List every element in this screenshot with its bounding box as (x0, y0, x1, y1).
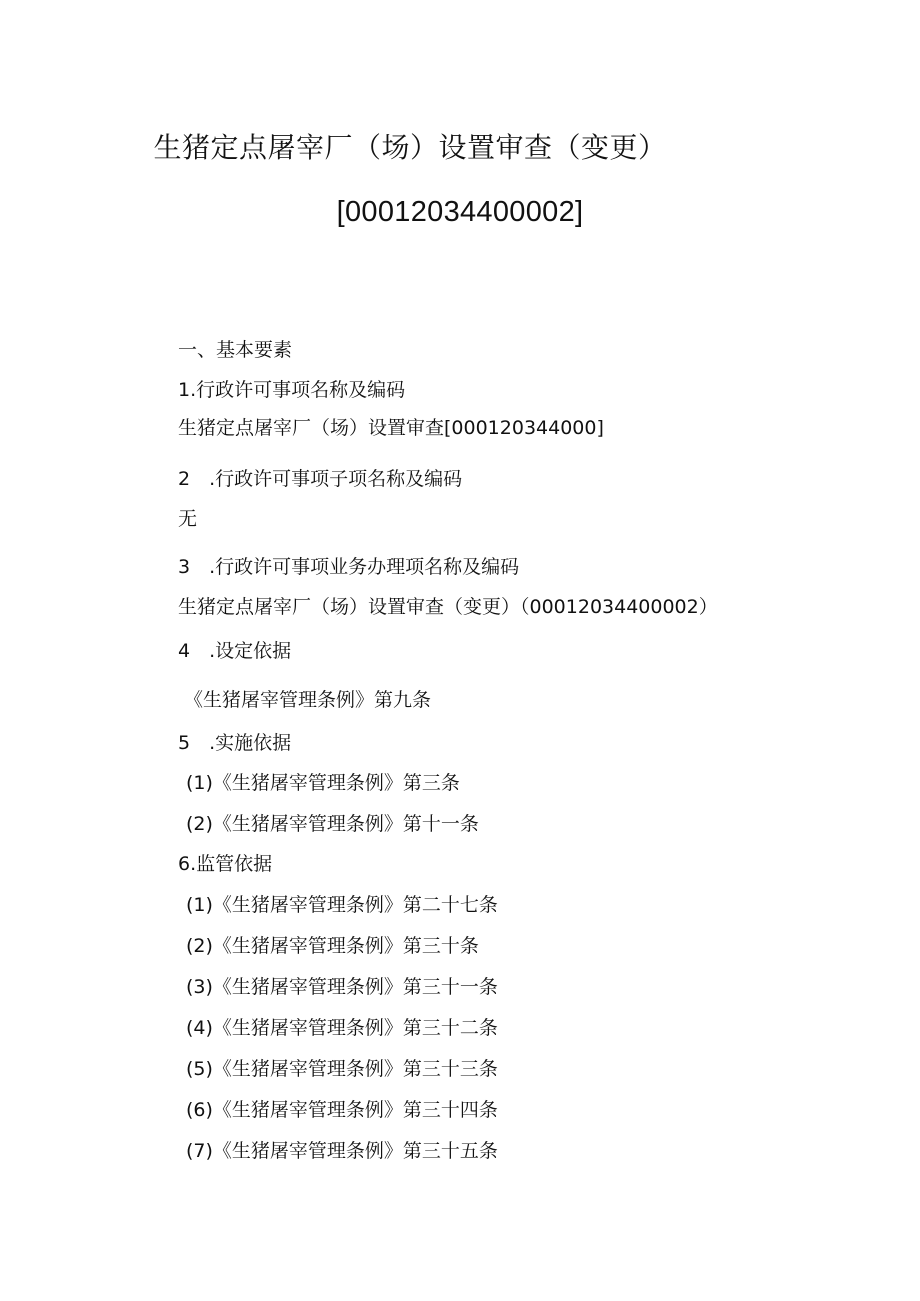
item-3-heading: 3 .行政许可事项业务办理项名称及编码 (178, 556, 520, 578)
item-4-heading: 4 .设定依据 (178, 640, 292, 662)
item-6-list-item: (3)《生猪屠宰管理条例》第三十一条 (186, 976, 498, 998)
item-6-list-item: (2)《生猪屠宰管理条例》第三十条 (186, 935, 479, 957)
document-title: 生猪定点屠宰厂（场）设置审查（变更） (153, 131, 667, 164)
document-code: [00012034400002] (336, 196, 584, 228)
item-2-content: 无 (178, 508, 198, 530)
item-3-content: 生猪定点屠宰厂（场）设置审查（变更）（00012034400002） (178, 596, 718, 618)
item-6-list-item: (6)《生猪屠宰管理条例》第三十四条 (186, 1099, 498, 1121)
item-1-content: 生猪定点屠宰厂（场）设置审查[000120344000] (178, 417, 604, 439)
item-6-list-item: (7)《生猪屠宰管理条例》第三十五条 (186, 1140, 498, 1162)
section-heading: 一、基本要素 (178, 339, 293, 361)
item-4-content: 《生猪屠宰管理条例》第九条 (184, 689, 432, 711)
item-6-heading: 6.监管依据 (178, 853, 273, 875)
item-5-heading: 5 .实施依据 (178, 732, 292, 754)
item-6-list-item: (4)《生猪屠宰管理条例》第三十二条 (186, 1017, 498, 1039)
item-5-list-item: (1)《生猪屠宰管理条例》第三条 (186, 772, 460, 794)
item-6-list-item: (5)《生猪屠宰管理条例》第三十三条 (186, 1058, 498, 1080)
item-5-list-item: (2)《生猪屠宰管理条例》第十一条 (186, 813, 479, 835)
item-6-list-item: (1)《生猪屠宰管理条例》第二十七条 (186, 894, 498, 916)
item-2-heading: 2 .行政许可事项子项名称及编码 (178, 468, 463, 490)
item-1-heading: 1.行政许可事项名称及编码 (178, 379, 406, 401)
